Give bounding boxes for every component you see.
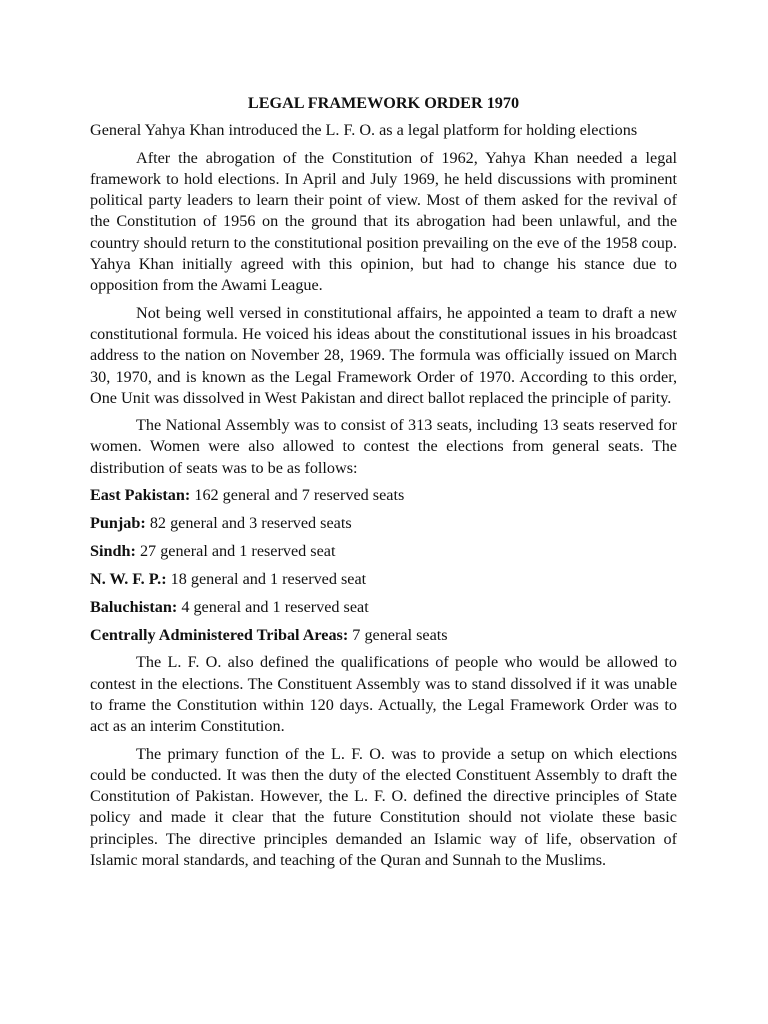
seat-row-east-pakistan [90,485,677,506]
seat-region: East Pakistan: [90,486,191,505]
seat-count: 7 general seats [348,625,448,644]
paragraph-national-assembly: The National Assembly was to consist of 313 seats, including 13 seats reserved for women. Women were also allowed to contest the elections from general seats. The distribution of seats was to be as follows: [90,416,677,477]
seat-region: N. W. F. P.: [90,569,167,588]
paragraph-abrogation: After the abrogation of the Constitution of 1962, Yahya Khan needed a legal framework to hold elections. In April and July 1969, he held discussions with prominent political party leaders to learn their point of view. Most of them asked for the revival of the Constitution of 1956 on the ground that its abrogation had been unlawful, and the country should return to the constitutional position prevailing on the eve of the 1958 coup. Yahya Khan initially agreed with this opinion, but had to change his stance due to opposition from the Awami League. [90,148,677,295]
paragraph-formula: Not being well versed in constitutional affairs, he appointed a team to draft a new constitutional formula. He voiced his ideas about the constitutional issues in his broadcast address to the nation on November 28, 1969. The formula was officially issued on March 30, 1970, and is known as the Legal Framework Order of 1970. According to this order, One Unit was dissolved in West Pakistan and direct ballot replaced the principle of parity. [90,303,677,407]
intro-paragraph: General Yahya Khan introduced the L. F. O. as a legal platform for holding elections [90,121,638,140]
seat-region: Baluchistan: [90,597,178,616]
seat-count: 162 general and 7 reserved seats [190,486,405,505]
seat-count: 82 general and 3 reserved seats [145,513,352,532]
document-title: LEGAL FRAMEWORK ORDER 1970 [247,94,520,112]
seat-region: Centrally Administered Tribal Areas: [90,625,349,644]
seat-row-punjab [90,513,677,534]
paragraph-primary-function: The primary function of the L. F. O. was to provide a setup on which elections could be conducted. It was then the duty of the elected Constituent Assembly to draft the Constitution of Pakistan. However, the L. F. O. defined the directive principles of State policy and made it clear that the future Constitution should not violate these basic principles. The directive principles demanded an Islamic way of life, observation of Islamic moral standards, and teaching of the Quran and Sunnah to the Muslims. [90,744,677,870]
seat-region: Sindh: [90,541,136,560]
seat-distribution-list [90,485,677,646]
seat-count: 18 general and 1 reserved seat [166,569,367,588]
seat-count: 27 general and 1 reserved seat [135,541,336,560]
paragraph-qualifications: The L. F. O. also defined the qualifications of people who would be allowed to contest in the elections. The Constituent Assembly was to stand dissolved if it was unable to frame the Constitution within 120 days. Actually, the Legal Framework Order was to act as an interim Constitution. [90,653,677,736]
seat-row-tribal-areas [90,625,677,646]
seat-row-sindh [90,541,677,562]
seat-row-baluchistan [90,597,677,618]
seat-count: 4 general and 1 reserved seat [177,597,369,616]
document-page [90,93,677,877]
seat-row-nwfp [90,569,677,590]
seat-region: Punjab: [90,513,146,532]
